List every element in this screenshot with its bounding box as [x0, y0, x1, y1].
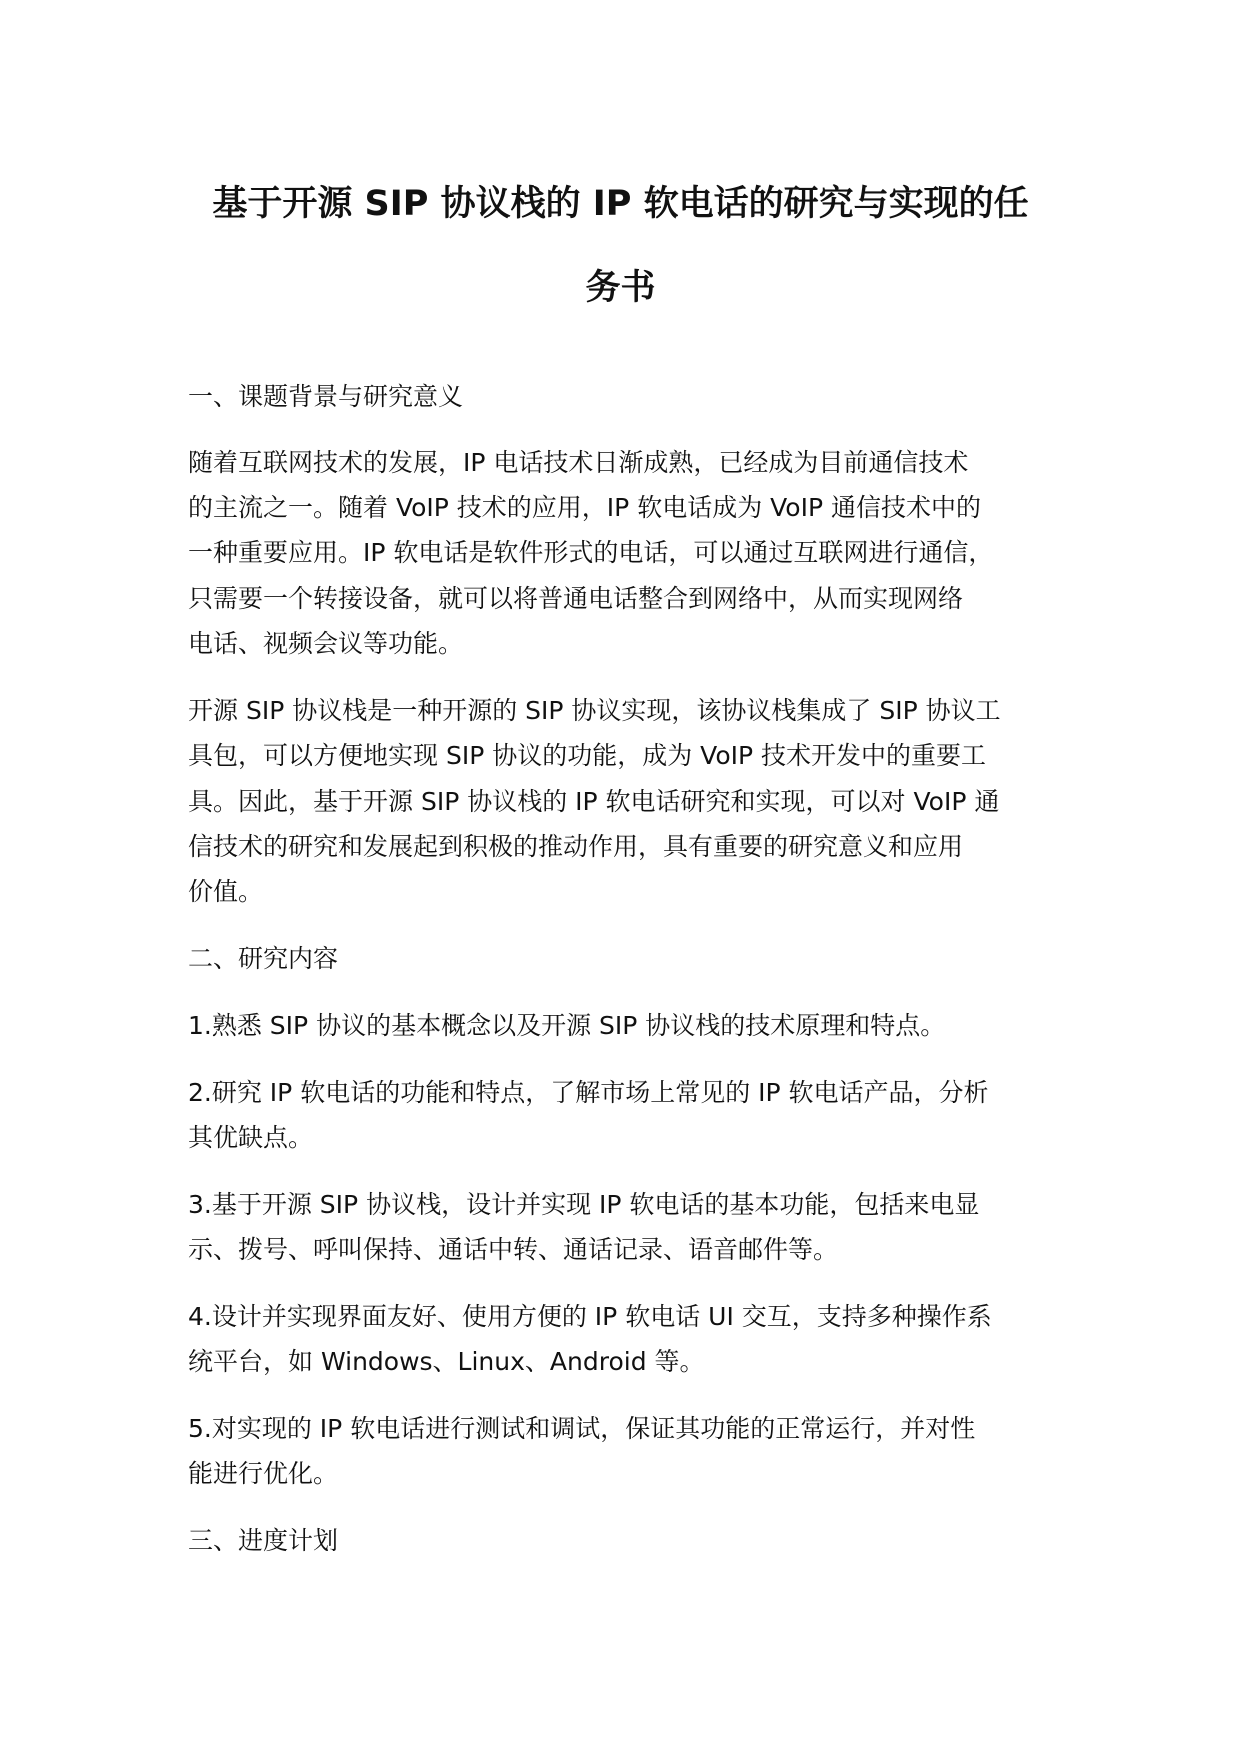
document-title-line-2: 务书	[585, 268, 656, 308]
paragraph-line: 具。因此，基于开源 SIP 协议栈的 IP 软电话研究和实现，可以对 VoIP 通	[188, 787, 1000, 816]
section-heading-research-content: 二、研究内容	[188, 944, 339, 973]
paragraph-line: 的主流之一。随着 VoIP 技术的应用，IP 软电话成为 VoIP 通信技术中的	[188, 493, 981, 522]
section-heading-schedule: 三、进度计划	[188, 1526, 339, 1555]
paragraph-line: 具包，可以方便地实现 SIP 协议的功能，成为 VoIP 技术开发中的重要工	[188, 741, 987, 770]
list-item-3-line: 3.基于开源 SIP 协议栈，设计并实现 IP 软电话的基本功能，包括来电显	[188, 1190, 980, 1219]
list-item-4-line: 统平台，如 Windows、Linux、Android 等。	[188, 1347, 705, 1376]
paragraph-line: 价值。	[188, 877, 264, 906]
list-item-3-line: 示、拨号、呼叫保持、通话中转、通话记录、语音邮件等。	[188, 1235, 839, 1264]
paragraph-line: 随着互联网技术的发展，IP 电话技术日渐成熟，已经成为目前通信技术	[188, 448, 969, 477]
paragraph-line: 电话、视频会议等功能。	[188, 629, 464, 658]
list-item-2-line: 其优缺点。	[188, 1123, 314, 1152]
list-item-1: 1.熟悉 SIP 协议的基本概念以及开源 SIP 协议栈的技术原理和特点。	[188, 1011, 946, 1040]
list-item-4-line: 4.设计并实现界面友好、使用方便的 IP 软电话 UI 交互，支持多种操作系	[188, 1302, 992, 1331]
list-item-2-line: 2.研究 IP 软电话的功能和特点，了解市场上常见的 IP 软电话产品，分析	[188, 1078, 989, 1107]
section-heading-background: 一、课题背景与研究意义	[188, 382, 464, 411]
list-item-5-line: 5.对实现的 IP 软电话进行测试和调试，保证其功能的正常运行，并对性	[188, 1414, 976, 1443]
document-title-line-1: 基于开源 SIP 协议栈的 IP 软电话的研究与实现的任	[212, 184, 1029, 224]
paragraph-line: 信技术的研究和发展起到积极的推动作用，具有重要的研究意义和应用	[188, 832, 964, 861]
list-item-5-line: 能进行优化。	[188, 1459, 339, 1488]
paragraph-line: 一种重要应用。IP 软电话是软件形式的电话，可以通过互联网进行通信，	[188, 538, 994, 567]
paragraph-line: 开源 SIP 协议栈是一种开源的 SIP 协议实现，该协议栈集成了 SIP 协议工	[188, 696, 1001, 725]
paragraph-line: 只需要一个转接设备，就可以将普通电话整合到网络中，从而实现网络	[188, 584, 964, 613]
